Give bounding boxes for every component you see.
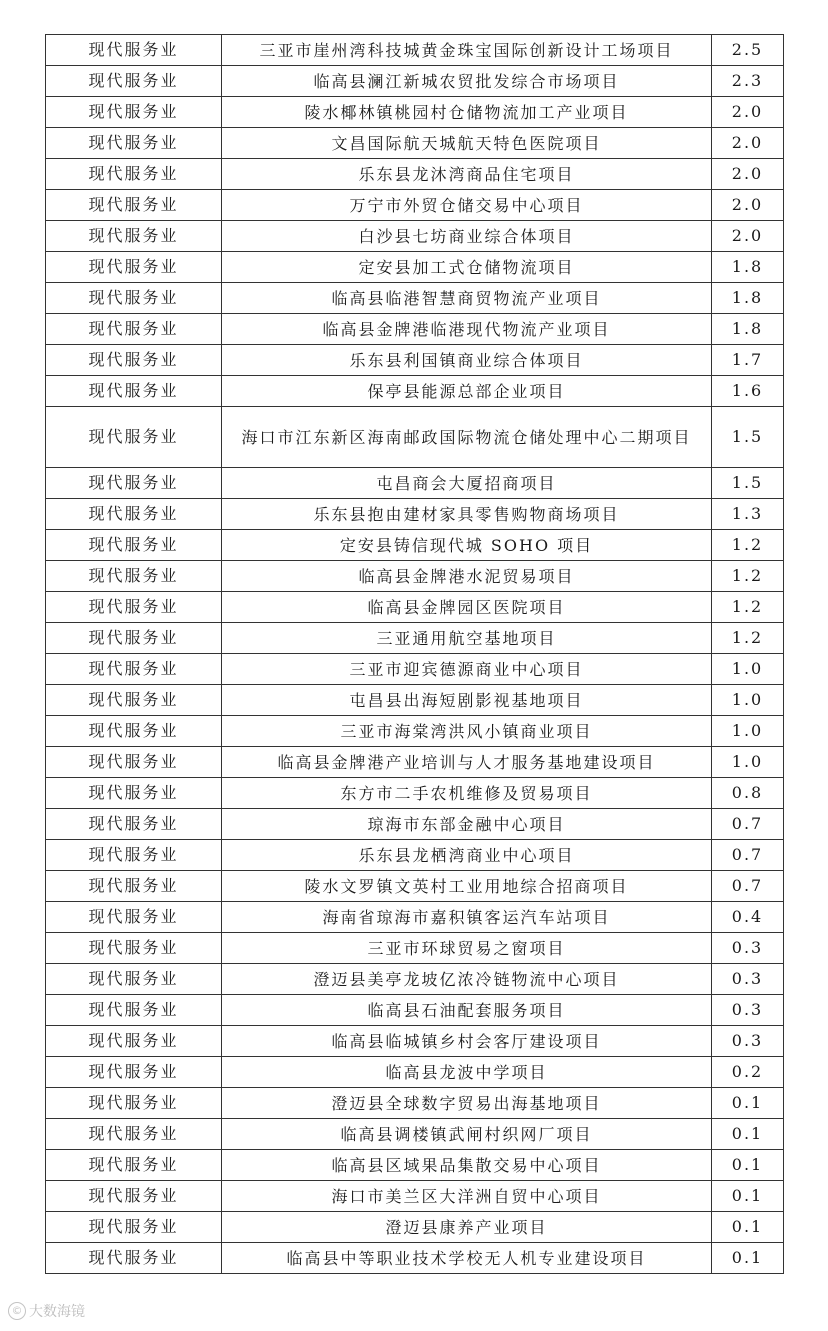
project-name-cell: 临高县区域果品集散交易中心项目 [222,1150,712,1181]
project-name-cell: 临高县临城镇乡村会客厅建设项目 [222,1026,712,1057]
category-cell: 现代服务业 [46,623,222,654]
table-row [46,1150,784,1181]
category-cell: 现代服务业 [46,252,222,283]
value-cell: 0.3 [712,995,784,1026]
category-cell: 现代服务业 [46,1088,222,1119]
project-name-cell: 海口市江东新区海南邮政国际物流仓储处理中心二期项目 [222,407,712,468]
category-cell: 现代服务业 [46,314,222,345]
category-cell: 现代服务业 [46,964,222,995]
table-row [46,561,784,592]
category-cell: 现代服务业 [46,685,222,716]
value-cell: 0.3 [712,1026,784,1057]
project-name-cell: 琼海市东部金融中心项目 [222,809,712,840]
project-name-cell: 澄迈县全球数字贸易出海基地项目 [222,1088,712,1119]
category-cell: 现代服务业 [46,190,222,221]
table-row [46,1243,784,1274]
table-row [46,809,784,840]
project-name-cell: 三亚市环球贸易之窗项目 [222,933,712,964]
table-row [46,1088,784,1119]
table-row [46,592,784,623]
category-cell: 现代服务业 [46,35,222,66]
category-cell: 现代服务业 [46,1212,222,1243]
value-cell: 1.2 [712,561,784,592]
project-name-cell: 屯昌商会大厦招商项目 [222,468,712,499]
category-cell: 现代服务业 [46,1243,222,1274]
project-name-cell: 临高县龙波中学项目 [222,1057,712,1088]
category-cell: 现代服务业 [46,345,222,376]
category-cell: 现代服务业 [46,1057,222,1088]
value-cell: 0.3 [712,933,784,964]
table-row [46,747,784,778]
value-cell: 2.0 [712,97,784,128]
value-cell: 0.8 [712,778,784,809]
project-name-cell: 保亭县能源总部企业项目 [222,376,712,407]
value-cell: 0.3 [712,964,784,995]
project-name-cell: 文昌国际航天城航天特色医院项目 [222,128,712,159]
project-name-cell: 海口市美兰区大洋洲自贸中心项目 [222,1181,712,1212]
category-cell: 现代服务业 [46,66,222,97]
category-cell: 现代服务业 [46,468,222,499]
value-cell: 1.6 [712,376,784,407]
table-row [46,314,784,345]
project-name-cell: 临高县石油配套服务项目 [222,995,712,1026]
value-cell: 1.0 [712,654,784,685]
category-cell: 现代服务业 [46,933,222,964]
project-name-cell: 屯昌县出海短剧影视基地项目 [222,685,712,716]
table-row [46,995,784,1026]
category-cell: 现代服务业 [46,499,222,530]
table-row [46,128,784,159]
value-cell: 0.7 [712,809,784,840]
category-cell: 现代服务业 [46,530,222,561]
category-cell: 现代服务业 [46,376,222,407]
project-name-cell: 东方市二手农机维修及贸易项目 [222,778,712,809]
project-name-cell: 临高县金牌港产业培训与人才服务基地建设项目 [222,747,712,778]
table-row [46,1057,784,1088]
table-row [46,376,784,407]
project-name-cell: 三亚市海棠湾洪风小镇商业项目 [222,716,712,747]
value-cell: 1.2 [712,530,784,561]
table-row [46,468,784,499]
table-row [46,902,784,933]
table-row [46,1119,784,1150]
table-row [46,1026,784,1057]
table-row [46,654,784,685]
value-cell: 1.2 [712,592,784,623]
project-name-cell: 万宁市外贸仓储交易中心项目 [222,190,712,221]
project-name-cell: 定安县铸信现代城 SOHO 项目 [222,530,712,561]
watermark-text: 大数海镜 [29,1304,85,1320]
category-cell: 现代服务业 [46,128,222,159]
table-row [46,252,784,283]
project-name-cell: 三亚市迎宾德源商业中心项目 [222,654,712,685]
value-cell: 1.5 [712,407,784,468]
category-cell: 现代服务业 [46,592,222,623]
category-cell: 现代服务业 [46,1119,222,1150]
project-name-cell: 海南省琼海市嘉积镇客运汽车站项目 [222,902,712,933]
project-name-cell: 白沙县七坊商业综合体项目 [222,221,712,252]
table-row [46,499,784,530]
value-cell: 1.0 [712,716,784,747]
project-name-cell: 临高县调楼镇武闸村织网厂项目 [222,1119,712,1150]
value-cell: 1.7 [712,345,784,376]
category-cell: 现代服务业 [46,654,222,685]
value-cell: 0.7 [712,871,784,902]
category-cell: 现代服务业 [46,747,222,778]
category-cell: 现代服务业 [46,995,222,1026]
value-cell: 1.8 [712,314,784,345]
value-cell: 0.1 [712,1181,784,1212]
table-row [46,35,784,66]
category-cell: 现代服务业 [46,1026,222,1057]
value-cell: 2.5 [712,35,784,66]
category-cell: 现代服务业 [46,407,222,468]
project-name-cell: 定安县加工式仓储物流项目 [222,252,712,283]
project-name-cell: 乐东县龙栖湾商业中心项目 [222,840,712,871]
project-name-cell: 临高县中等职业技术学校无人机专业建设项目 [222,1243,712,1274]
project-name-cell: 临高县澜江新城农贸批发综合市场项目 [222,66,712,97]
category-cell: 现代服务业 [46,778,222,809]
table-row [46,97,784,128]
category-cell: 现代服务业 [46,283,222,314]
category-cell: 现代服务业 [46,97,222,128]
table-row [46,623,784,654]
value-cell: 2.3 [712,66,784,97]
project-name-cell: 澄迈县美亭龙坡亿浓冷链物流中心项目 [222,964,712,995]
table-row [46,685,784,716]
project-name-cell: 临高县临港智慧商贸物流产业项目 [222,283,712,314]
value-cell: 2.0 [712,159,784,190]
project-table-container [45,34,783,1274]
value-cell: 0.1 [712,1088,784,1119]
category-cell: 现代服务业 [46,871,222,902]
project-name-cell: 陵水椰林镇桃园村仓储物流加工产业项目 [222,97,712,128]
category-cell: 现代服务业 [46,561,222,592]
value-cell: 1.8 [712,283,784,314]
category-cell: 现代服务业 [46,840,222,871]
table-row [46,407,784,468]
table-row [46,190,784,221]
value-cell: 1.5 [712,468,784,499]
table-row [46,345,784,376]
table-row [46,283,784,314]
table-row [46,933,784,964]
table-row [46,530,784,561]
table-row [46,871,784,902]
value-cell: 0.7 [712,840,784,871]
project-name-cell: 乐东县龙沐湾商品住宅项目 [222,159,712,190]
category-cell: 现代服务业 [46,716,222,747]
category-cell: 现代服务业 [46,159,222,190]
category-cell: 现代服务业 [46,809,222,840]
value-cell: 0.1 [712,1212,784,1243]
category-cell: 现代服务业 [46,902,222,933]
value-cell: 0.1 [712,1243,784,1274]
table-row [46,221,784,252]
table-row [46,964,784,995]
project-name-cell: 临高县金牌港水泥贸易项目 [222,561,712,592]
value-cell: 1.0 [712,685,784,716]
table-row [46,159,784,190]
project-name-cell: 乐东县利国镇商业综合体项目 [222,345,712,376]
project-name-cell: 临高县金牌港临港现代物流产业项目 [222,314,712,345]
project-name-cell: 乐东县抱由建材家具零售购物商场项目 [222,499,712,530]
category-cell: 现代服务业 [46,1150,222,1181]
project-table-body [46,35,784,1274]
table-row [46,66,784,97]
value-cell: 2.0 [712,190,784,221]
value-cell: 1.0 [712,747,784,778]
value-cell: 0.4 [712,902,784,933]
project-name-cell: 澄迈县康养产业项目 [222,1212,712,1243]
table-row [46,840,784,871]
project-name-cell: 陵水文罗镇文英村工业用地综合招商项目 [222,871,712,902]
value-cell: 0.1 [712,1150,784,1181]
value-cell: 2.0 [712,221,784,252]
table-row [46,1181,784,1212]
value-cell: 2.0 [712,128,784,159]
watermark [8,1301,85,1321]
category-cell: 现代服务业 [46,1181,222,1212]
project-name-cell: 临高县金牌园区医院项目 [222,592,712,623]
project-name-cell: 三亚通用航空基地项目 [222,623,712,654]
value-cell: 1.8 [712,252,784,283]
value-cell: 1.3 [712,499,784,530]
category-cell: 现代服务业 [46,221,222,252]
value-cell: 1.2 [712,623,784,654]
table-row [46,778,784,809]
project-name-cell: 三亚市崖州湾科技城黄金珠宝国际创新设计工场项目 [222,35,712,66]
project-table [45,34,784,1274]
table-row [46,716,784,747]
value-cell: 0.1 [712,1119,784,1150]
table-row [46,1212,784,1243]
value-cell: 0.2 [712,1057,784,1088]
logo-icon: © [8,1302,26,1320]
